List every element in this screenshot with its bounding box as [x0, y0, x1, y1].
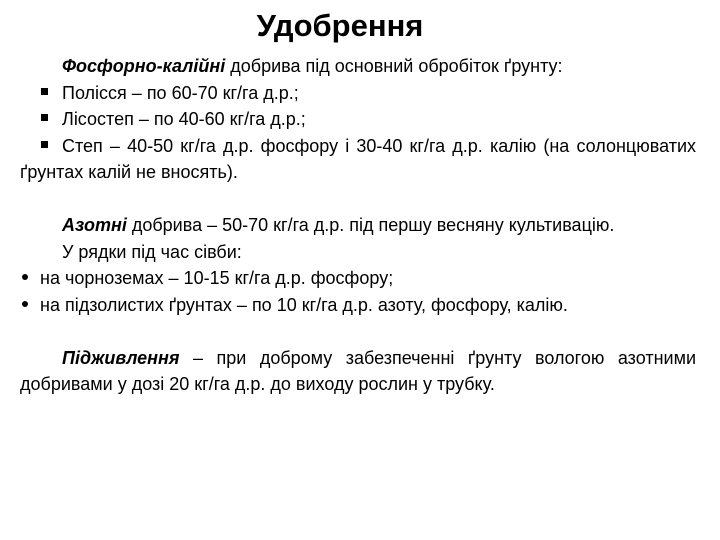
square-bullet-icon: [41, 114, 48, 121]
spacer: [20, 186, 696, 213]
slide-content: [20, 53, 696, 398]
list-item-polissia: [20, 80, 696, 107]
spacer: [20, 318, 696, 345]
square-bullet-icon: [41, 88, 48, 95]
section-nitrogen: [20, 212, 696, 239]
list-item-text: Лісостеп – по 40-60 кг/га д.р.;: [62, 109, 306, 129]
lead-phosphorus-potassium: Фосфорно-калійні: [62, 56, 226, 76]
section-top-dressing-text: – при доброму забезпеченні ґрунту вологою азотними добривами у дозі 20 кг/га д.р. до виходу рослин у трубку.: [20, 347, 696, 394]
round-bullet-icon: [22, 274, 28, 280]
round-bullet-icon: [22, 301, 28, 307]
section-top-dressing: [20, 345, 696, 398]
list-item-step: [20, 133, 696, 186]
list-item-chernozem: [20, 265, 696, 292]
list-item-text: Полісся – по 60-70 кг/га д.р.;: [62, 82, 299, 103]
slide-title: Удобрення: [256, 8, 424, 43]
list-item-text: на чорноземах – 10-15 кг/га д.р. фосфору;: [40, 268, 394, 288]
list-item-text: на підзолистих ґрунтах – по 10 кг/га д.р. азоту, фосфору, калію.: [40, 294, 568, 315]
section-phosphorus-potassium: [20, 53, 696, 80]
list-item-text: Степ – 40-50 кг/га д.р. фосфору і 30-40 кг/га д.р. калію (на солонцюватих ґрунтах калій не вносять).: [20, 135, 696, 182]
section-rows-subhead: У рядки під час сівби:: [62, 241, 242, 262]
section-phosphorus-potassium-text: добрива під основний обробіток ґрунту:: [225, 56, 563, 76]
lead-top-dressing: Підживлення: [62, 347, 180, 368]
list-item-podzolic: [20, 292, 696, 319]
section-nitrogen-text: добрива – 50-70 кг/га д.р. під першу весняну культивацію.: [126, 215, 615, 235]
square-bullet-icon: [41, 141, 48, 148]
list-item-lisostep: [20, 106, 696, 133]
lead-nitrogen: Азотні: [62, 215, 127, 235]
